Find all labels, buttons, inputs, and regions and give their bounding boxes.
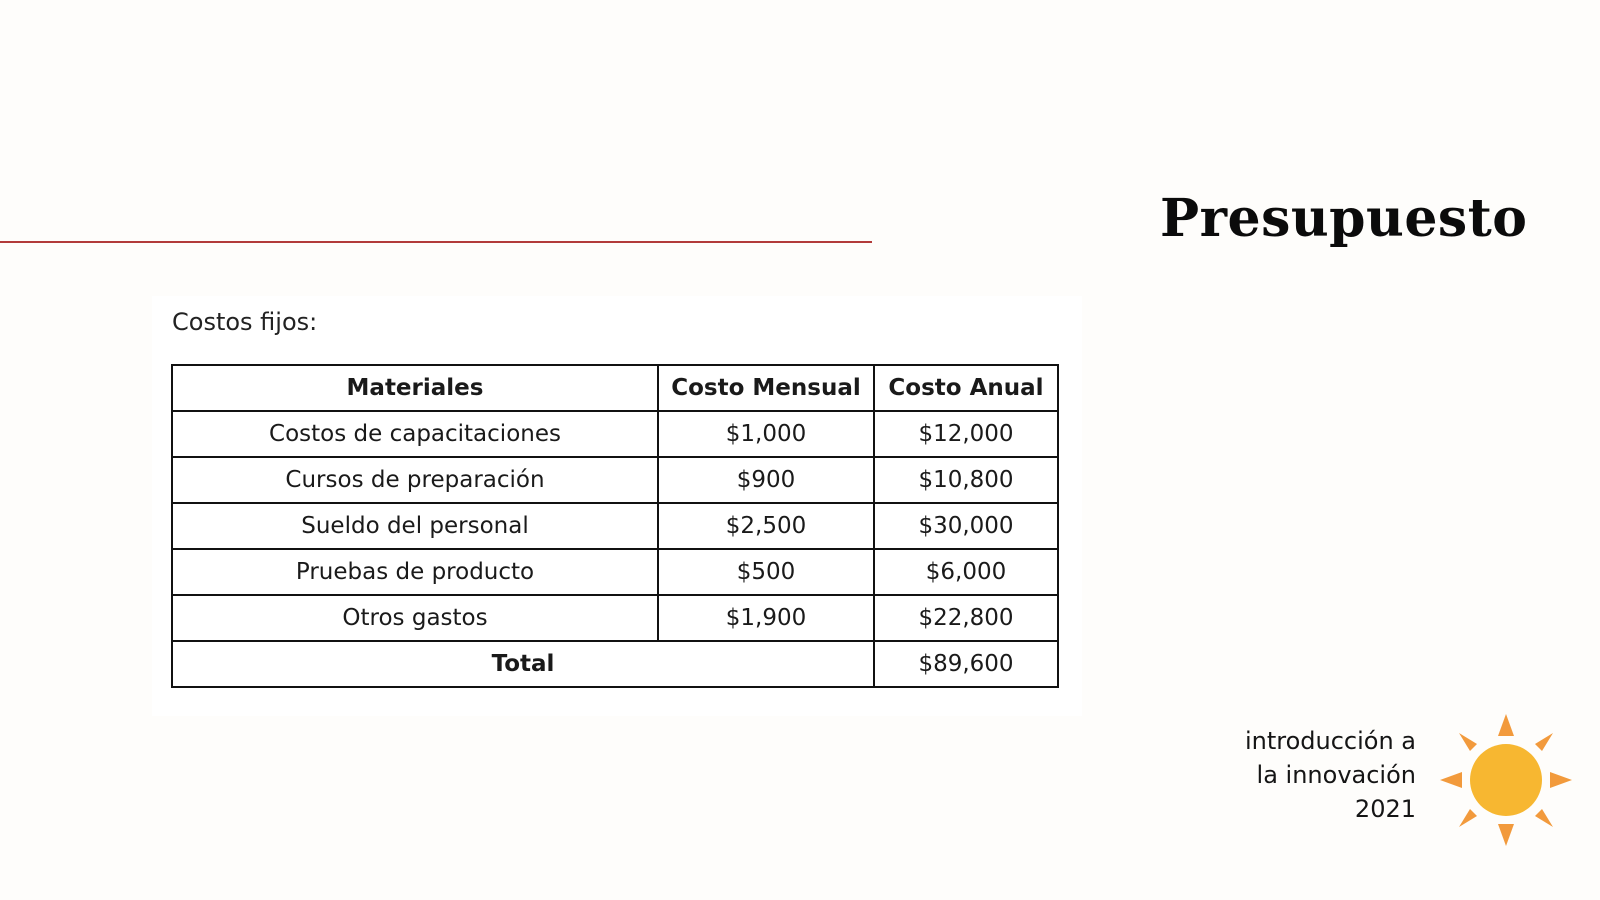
table-row xyxy=(172,503,1058,549)
branding-year: 2021 xyxy=(1354,795,1416,823)
total-annual-cell: $89,600 xyxy=(874,641,1058,687)
monthly-cost-cell: $2,500 xyxy=(658,503,874,549)
item-cell: Sueldo del personal xyxy=(172,503,658,549)
table-row xyxy=(172,411,1058,457)
course-branding xyxy=(1180,724,1416,826)
item-cell: Cursos de preparación xyxy=(172,457,658,503)
total-row xyxy=(172,641,1058,687)
sun-core xyxy=(1470,744,1542,816)
annual-cost-cell: $6,000 xyxy=(874,549,1058,595)
slide-title: Presupuesto xyxy=(1160,188,1528,249)
monthly-cost-cell: $1,900 xyxy=(658,595,874,641)
item-cell: Pruebas de producto xyxy=(172,549,658,595)
table-row xyxy=(172,549,1058,595)
monthly-cost-cell: $1,000 xyxy=(658,411,874,457)
budget-table xyxy=(171,364,1059,688)
table-row xyxy=(172,457,1058,503)
annual-cost-cell: $22,800 xyxy=(874,595,1058,641)
column-header-materials: Materiales xyxy=(172,365,658,411)
annual-cost-cell: $10,800 xyxy=(874,457,1058,503)
total-label-cell: Total xyxy=(172,641,874,687)
section-label: Costos fijos: xyxy=(172,308,318,336)
table-row xyxy=(172,595,1058,641)
column-header-monthly-cost: Costo Mensual xyxy=(658,365,874,411)
item-cell: Costos de capacitaciones xyxy=(172,411,658,457)
budget-table-panel xyxy=(152,296,1082,716)
column-header-annual-cost: Costo Anual xyxy=(874,365,1058,411)
monthly-cost-cell: $900 xyxy=(658,457,874,503)
table-header-row xyxy=(172,365,1058,411)
annual-cost-cell: $12,000 xyxy=(874,411,1058,457)
sun-icon xyxy=(1438,712,1574,848)
annual-cost-cell: $30,000 xyxy=(874,503,1058,549)
item-cell: Otros gastos xyxy=(172,595,658,641)
branding-line: introducción a xyxy=(1244,727,1416,755)
branding-line: la innovación xyxy=(1256,761,1416,789)
title-divider-line xyxy=(0,241,872,243)
monthly-cost-cell: $500 xyxy=(658,549,874,595)
